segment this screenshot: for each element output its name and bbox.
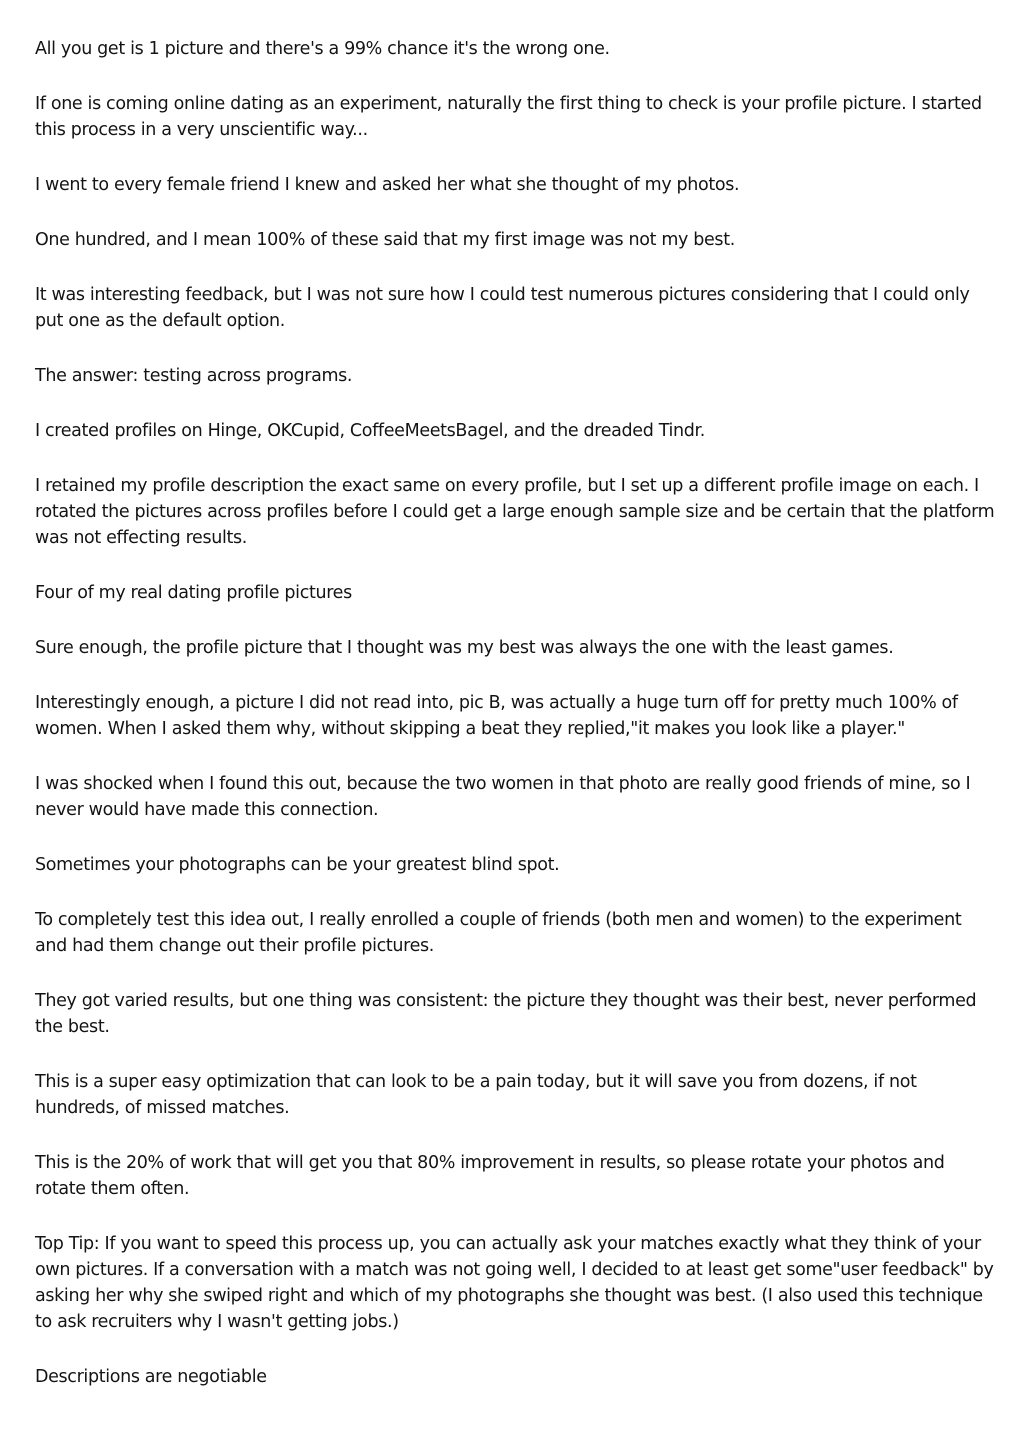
paragraph: Sure enough, the profile picture that I thought was my best was always the one with the least games. <box>35 638 894 658</box>
paragraph: The answer: testing across programs. <box>35 366 353 386</box>
paragraph: If one is coming online dating as an experiment, naturally the first thing to check is your profile picture. I started this process in a very unscientific way... <box>35 94 982 140</box>
paragraph: This is the 20% of work that will get you that 80% improvement in results, so please rotate your photos and rotate them often. <box>35 1153 945 1199</box>
paragraph: It was interesting feedback, but I was not sure how I could test numerous pictures considering that I could only put one as the default option. <box>35 285 970 331</box>
paragraph: Sometimes your photographs can be your greatest blind spot. <box>35 855 560 875</box>
paragraph: This is a super easy optimization that can look to be a pain today, but it will save you from dozens, if not hundreds, of missed matches. <box>35 1072 917 1118</box>
paragraph: I was shocked when I found this out, because the two women in that photo are really good friends of mine, so I never would have made this connection. <box>35 774 971 820</box>
paragraph: They got varied results, but one thing was consistent: the picture they thought was their best, never performed the best. <box>35 991 977 1037</box>
image-caption: Four of my real dating profile pictures <box>35 583 352 603</box>
article-body <box>35 36 995 1419</box>
paragraph: One hundred, and I mean 100% of these said that my first image was not my best. <box>35 230 735 250</box>
paragraph: Interestingly enough, a picture I did not read into, pic B, was actually a huge turn off for pretty much 100% of women. When I asked them why, without skipping a beat they replied,"it makes you look like a player." <box>35 693 958 739</box>
paragraph: I created profiles on Hinge, OKCupid, CoffeeMeetsBagel, and the dreaded Tindr. <box>35 421 705 441</box>
section-heading: Descriptions are negotiable <box>35 1367 267 1387</box>
paragraph: To completely test this idea out, I really enrolled a couple of friends (both men and women) to the experiment and had them change out their profile pictures. <box>35 910 962 956</box>
paragraph: All you get is 1 picture and there's a 99% chance it's the wrong one. <box>35 39 610 59</box>
paragraph: I went to every female friend I knew and asked her what she thought of my photos. <box>35 175 740 195</box>
tip-paragraph: Top Tip: If you want to speed this process up, you can actually ask your matches exactly what they think of your own pictures. If a conversation with a match was not going well, I decided to at least get some"user feedback" by asking her why she swiped right and which of my photographs she thought was best. (I also used this technique to ask recruiters why I wasn't getting jobs.) <box>35 1234 994 1332</box>
paragraph: I retained my profile description the exact same on every profile, but I set up a different profile image on each. I rotated the pictures across profiles before I could get a large enough sample size and be certain that the platform was not effecting results. <box>35 476 995 548</box>
